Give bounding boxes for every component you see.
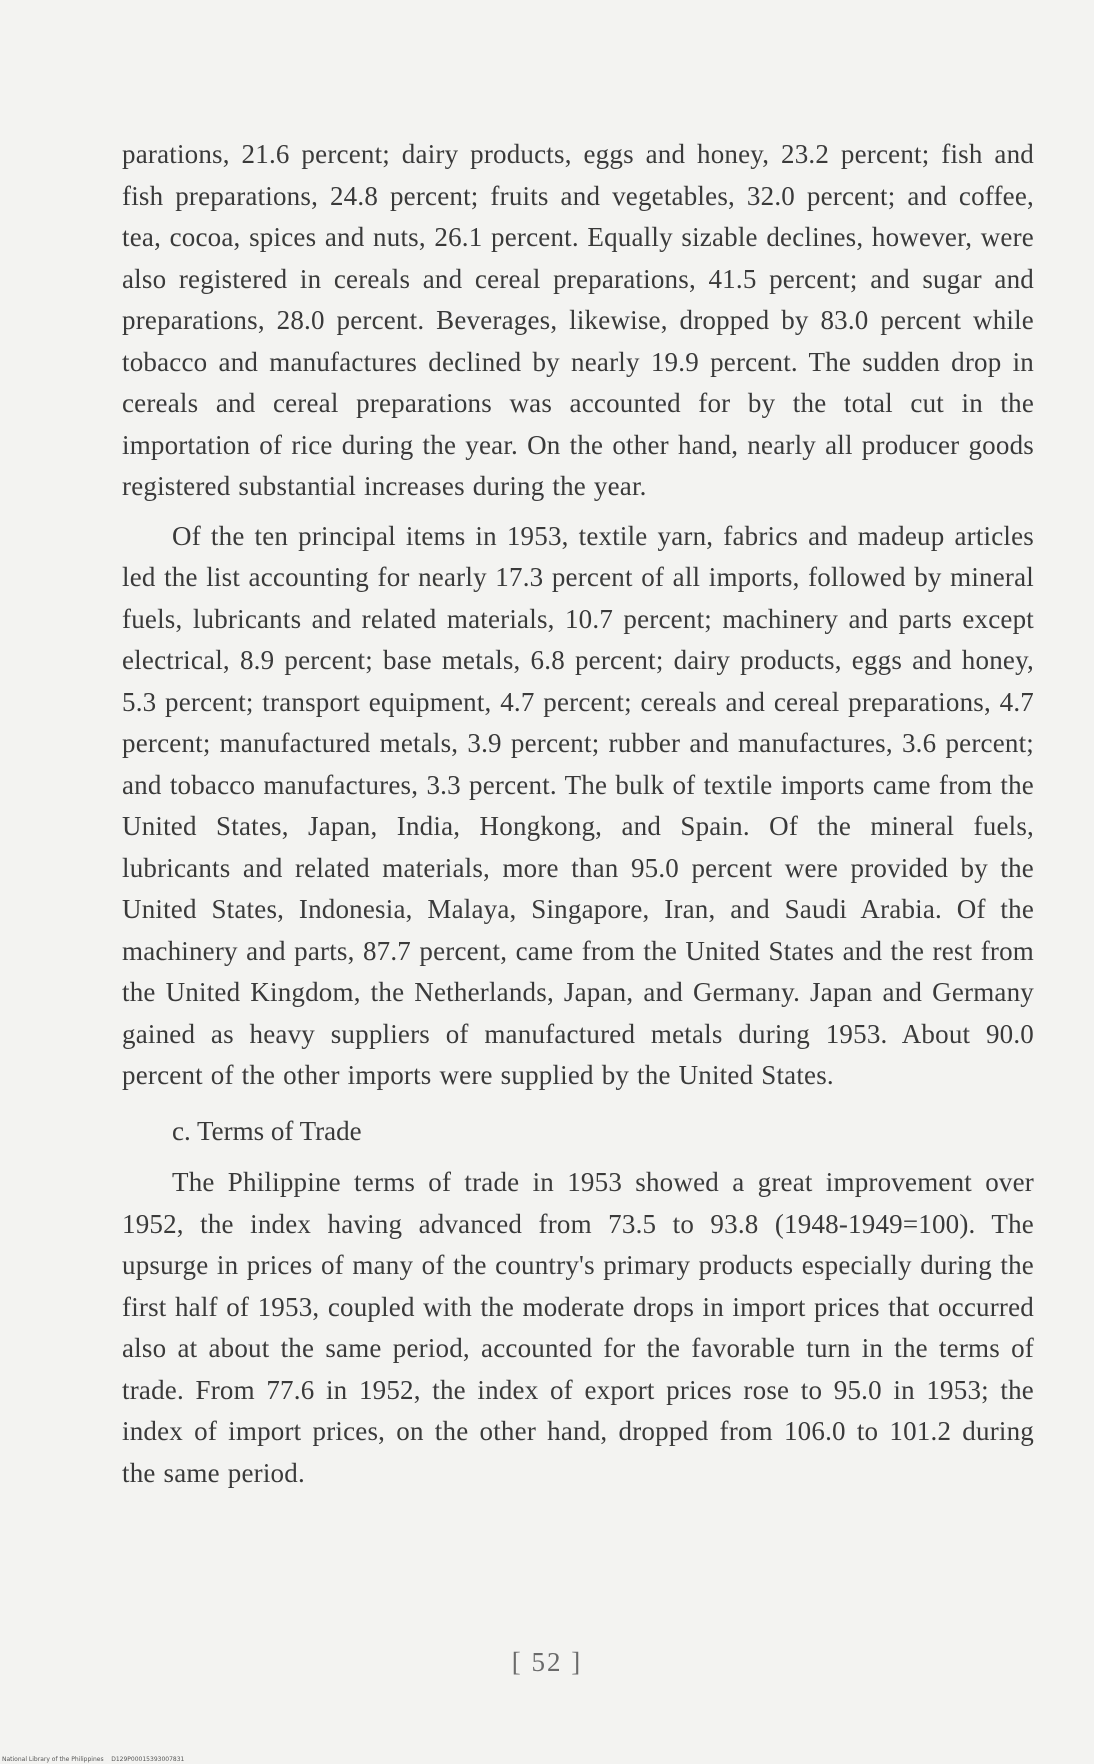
footer-scan-info — [2, 1756, 184, 1763]
section-heading-terms-of-trade: c. Terms of Trade — [172, 1115, 362, 1146]
paragraph-imports-declines: parations, 21.6 percent; dairy products, eggs and honey, 23.2 percent; fish and fish preparations, 24.8 percent; fruits and vegetables, 32.0 percent; and coffee, tea, cocoa, spices and nuts, 26.1 percent. Equally sizable declines, however, were also registered in cereals and cereal preparations, 41.5 percent; and sugar and preparations, 28.0 percent. Beverages, likewise, dropped by 83.0 percent while tobacco and manufactures declined by nearly 19.9 percent. The sudden drop in cereals and cereal preparations was accounted for by the total cut in the importation of rice during the year. On the other hand, nearly all producer goods registered substantial increases during the year. — [122, 139, 1034, 501]
footer-library: National Library of the Philippines — [2, 1756, 104, 1763]
body-text — [122, 134, 1034, 1494]
footer-code: D129P00015393007831 — [111, 1756, 185, 1763]
paragraph-terms-of-trade: The Philippine terms of trade in 1953 showed a great improvement over 1952, the index having advanced from 73.5 to 93.8 (1948-1949=100). The upsurge in prices of many of the country's primary products especially during the first half of 1953, coupled with the moderate drops in import prices that occurred also at about the same period, accounted for the favorable turn in the terms of trade. From 77.6 in 1952, the index of export prices rose to 95.0 in 1953; the index of import prices, on the other hand, dropped from 106.0 to 101.2 during the same period. — [122, 1167, 1034, 1488]
page-number: [ 52 ] — [511, 1647, 583, 1677]
paragraph-principal-items: Of the ten principal items in 1953, textile yarn, fabrics and madeup articles led the list accounting for nearly 17.3 percent of all imports, followed by mineral fuels, lubricants and related materials, 10.7 percent; machinery and parts except electrical, 8.9 percent; base metals, 6.8 percent; dairy products, eggs and honey, 5.3 percent; transport equipment, 4.7 percent; cereals and cereal preparations, 4.7 percent; manufactured metals, 3.9 percent; rubber and manufactures, 3.6 percent; and tobacco manufactures, 3.3 percent. The bulk of textile imports came from the United States, Japan, India, Hongkong, and Spain. Of the mineral fuels, lubricants and related materials, more than 95.0 percent were provided by the United States, Indonesia, Malaya, Singapore, Iran, and Saudi Arabia. Of the machinery and parts, 87.7 percent, came from the United States and the rest from the United Kingdom, the Netherlands, Japan, and Germany. Japan and Germany gained as heavy suppliers of manufactured metals during 1953. About 90.0 percent of the other imports were supplied by the United States. — [122, 520, 1034, 1090]
